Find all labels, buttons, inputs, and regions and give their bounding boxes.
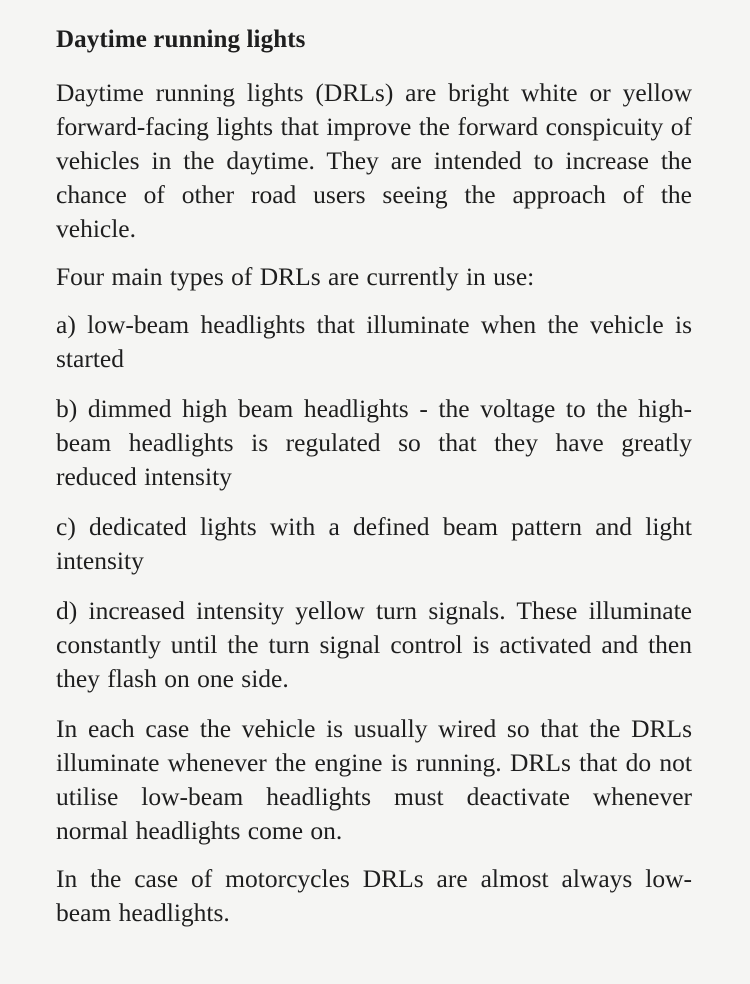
motorcycle-paragraph: In the case of motorcycles DRLs are almost always low-beam headlights. (56, 864, 692, 927)
list-item-d: d) increased intensity yellow turn signals. These illuminate constantly until the turn signal control is activated and then they flash on one side. (56, 596, 692, 693)
list-item-a: a) low-beam headlights that illuminate when the vehicle is started (56, 310, 692, 373)
document-title: Daytime running lights (56, 26, 306, 53)
intro-paragraph: Daytime running lights (DRLs) are bright white or yellow forward-facing lights that improve the forward conspicuity of vehicles in the daytime. They are intended to increase the chance of other road users seeing the approach of the vehicle. (56, 78, 692, 243)
types-intro-paragraph: Four main types of DRLs are currently in use: (56, 262, 535, 291)
list-item-b: b) dimmed high beam headlights - the voltage to the high-beam headlights is regulated so that they have greatly reduced intensity (56, 394, 692, 491)
wiring-paragraph: In each case the vehicle is usually wired so that the DRLs illuminate whenever the engine is running. DRLs that do not utilise low-beam headlights must deactivate whenever normal headlights come on. (56, 714, 692, 845)
list-item-c: c) dedicated lights with a defined beam pattern and light intensity (56, 512, 692, 575)
